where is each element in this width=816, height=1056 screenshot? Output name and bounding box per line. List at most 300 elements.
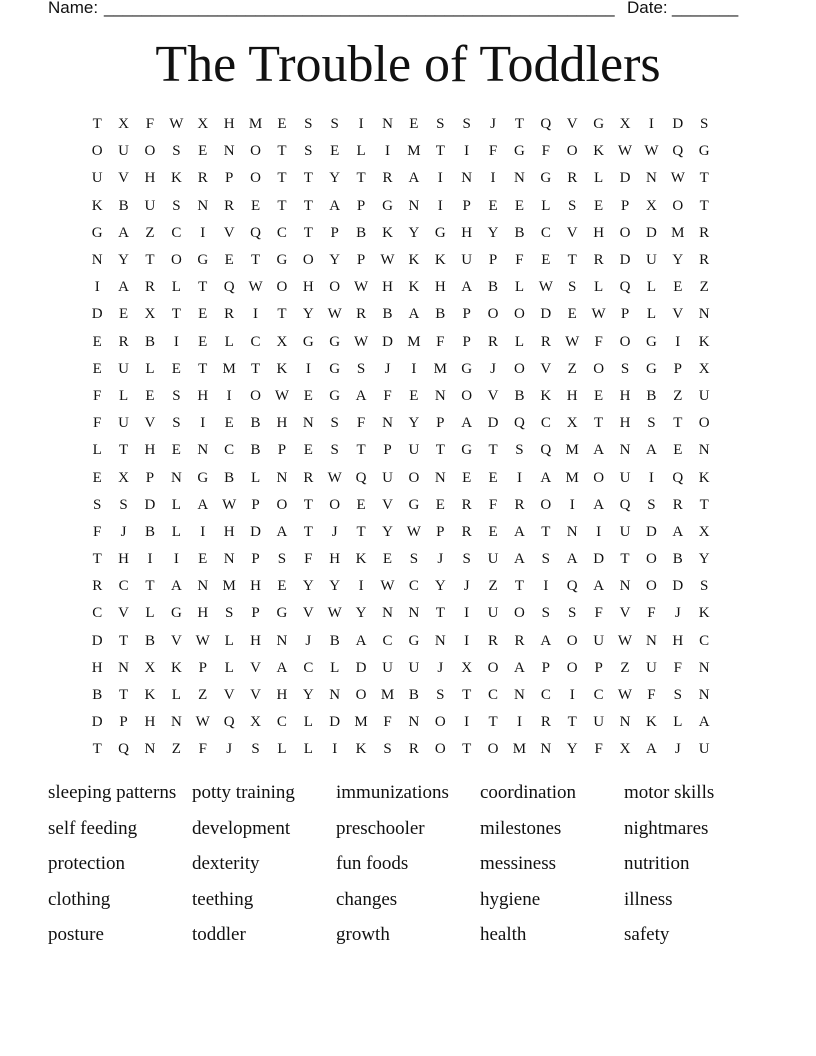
grid-cell[interactable]: T (303, 224, 313, 241)
grid-cell[interactable]: H (197, 605, 209, 622)
grid-cell[interactable]: H (461, 224, 473, 241)
grid-cell[interactable]: P (462, 197, 471, 214)
grid-cell[interactable]: G (197, 252, 209, 269)
grid-cell[interactable]: E (488, 197, 498, 214)
grid-cell[interactable]: P (277, 442, 287, 459)
grid-cell[interactable]: P (356, 197, 366, 214)
grid-cell[interactable]: O (250, 387, 261, 404)
grid-cell[interactable]: E (409, 116, 419, 133)
grid-cell[interactable]: C (276, 714, 287, 731)
grid-cell[interactable]: H (250, 632, 261, 649)
grid-cell[interactable]: S (568, 279, 577, 296)
date-field-line[interactable]: _______ (672, 0, 739, 17)
grid-cell[interactable]: G (645, 360, 657, 377)
grid-cell[interactable]: W (327, 306, 342, 323)
grid-cell[interactable]: U (118, 360, 129, 377)
grid-cell[interactable]: J (305, 632, 312, 649)
grid-cell[interactable]: V (382, 496, 393, 513)
grid-cell[interactable]: I (516, 469, 522, 486)
grid-cell[interactable]: D (91, 306, 103, 323)
grid-cell[interactable]: A (672, 523, 684, 540)
grid-cell[interactable]: U (461, 252, 473, 269)
grid-cell[interactable]: T (514, 116, 525, 133)
grid-cell[interactable]: H (276, 415, 288, 432)
grid-cell[interactable]: E (488, 523, 498, 540)
grid-cell[interactable]: U (487, 551, 499, 568)
grid-cell[interactable]: N (566, 523, 578, 540)
grid-cell[interactable]: P (594, 659, 603, 676)
grid-cell[interactable]: B (250, 415, 261, 432)
grid-cell[interactable]: U (619, 469, 631, 486)
grid-cell[interactable]: S (119, 496, 128, 513)
grid-cell[interactable]: T (303, 170, 313, 187)
grid-cell[interactable]: F (541, 143, 550, 160)
grid-cell[interactable]: L (541, 197, 551, 214)
grid-cell[interactable]: T (356, 170, 366, 187)
grid-cell[interactable]: T (541, 523, 551, 540)
grid-cell[interactable]: K (540, 387, 552, 404)
grid-cell[interactable]: J (674, 741, 681, 758)
grid-cell[interactable]: T (171, 306, 181, 323)
grid-cell[interactable]: T (198, 279, 208, 296)
grid-cell[interactable]: N (434, 387, 446, 404)
grid-cell[interactable]: O (250, 170, 261, 187)
grid-cell[interactable]: E (198, 333, 208, 350)
grid-cell[interactable]: T (303, 523, 313, 540)
grid-cell[interactable]: H (566, 387, 578, 404)
grid-cell[interactable]: C (408, 578, 419, 595)
grid-cell[interactable]: O (487, 659, 499, 676)
grid-cell[interactable]: I (358, 116, 364, 133)
grid-cell[interactable]: N (698, 659, 710, 676)
grid-cell[interactable]: O (144, 143, 156, 160)
grid-cell[interactable]: E (171, 360, 181, 377)
grid-cell[interactable]: A (197, 496, 209, 513)
grid-cell[interactable]: D (329, 714, 341, 731)
grid-cell[interactable]: O (645, 578, 657, 595)
grid-cell[interactable]: A (514, 659, 525, 676)
grid-cell[interactable]: B (92, 687, 103, 704)
grid-cell[interactable]: V (672, 306, 684, 323)
grid-cell[interactable]: G (329, 387, 341, 404)
grid-cell[interactable]: E (567, 306, 577, 323)
grid-cell[interactable]: T (620, 551, 630, 568)
grid-cell[interactable]: S (515, 442, 524, 459)
grid-cell[interactable]: L (224, 632, 234, 649)
grid-cell[interactable]: K (408, 279, 420, 296)
grid-cell[interactable]: D (144, 496, 156, 513)
grid-cell[interactable]: H (593, 224, 605, 241)
grid-cell[interactable]: B (250, 442, 261, 459)
grid-cell[interactable]: Y (329, 170, 341, 187)
grid-cell[interactable]: F (145, 116, 155, 133)
grid-cell[interactable]: X (250, 714, 261, 731)
grid-cell[interactable]: X (118, 116, 129, 133)
grid-cell[interactable]: W (380, 252, 395, 269)
grid-cell[interactable]: L (119, 387, 129, 404)
grid-cell[interactable]: V (250, 659, 261, 676)
grid-cell[interactable]: O (355, 687, 367, 704)
grid-cell[interactable]: E (435, 496, 445, 513)
grid-cell[interactable]: C (276, 224, 287, 241)
grid-cell[interactable]: B (514, 224, 525, 241)
grid-cell[interactable]: O (593, 360, 605, 377)
grid-cell[interactable]: T (435, 143, 445, 160)
grid-cell[interactable]: I (200, 224, 206, 241)
grid-cell[interactable]: H (144, 442, 156, 459)
grid-cell[interactable]: N (223, 143, 235, 160)
grid-cell[interactable]: S (436, 687, 445, 704)
grid-cell[interactable]: E (198, 306, 208, 323)
grid-cell[interactable]: K (408, 252, 420, 269)
grid-cell[interactable]: Q (672, 469, 684, 486)
grid-cell[interactable]: Q (355, 469, 367, 486)
grid-cell[interactable]: L (145, 360, 155, 377)
grid-cell[interactable]: R (593, 252, 604, 269)
grid-cell[interactable]: I (332, 741, 338, 758)
grid-cell[interactable]: N (276, 632, 288, 649)
grid-cell[interactable]: C (382, 632, 393, 649)
grid-cell[interactable]: V (170, 632, 182, 649)
grid-cell[interactable]: O (619, 224, 631, 241)
grid-cell[interactable]: L (646, 306, 656, 323)
grid-cell[interactable]: E (119, 306, 129, 323)
grid-cell[interactable]: C (540, 224, 551, 241)
grid-cell[interactable]: I (464, 714, 470, 731)
grid-cell[interactable]: K (698, 333, 710, 350)
grid-cell[interactable]: B (356, 224, 367, 241)
grid-cell[interactable]: O (566, 659, 578, 676)
grid-cell[interactable]: F (488, 143, 498, 160)
grid-cell[interactable]: Y (302, 687, 314, 704)
grid-cell[interactable]: G (540, 170, 552, 187)
grid-cell[interactable]: A (461, 279, 473, 296)
grid-cell[interactable]: A (593, 442, 605, 459)
grid-cell[interactable]: N (645, 170, 657, 187)
grid-cell[interactable]: H (619, 415, 631, 432)
grid-cell[interactable]: V (250, 687, 261, 704)
grid-cell[interactable]: H (434, 279, 446, 296)
grid-cell[interactable]: S (647, 496, 656, 513)
grid-cell[interactable]: S (224, 605, 234, 622)
grid-cell[interactable]: R (699, 224, 710, 241)
grid-cell[interactable]: T (594, 415, 604, 432)
grid-cell[interactable]: F (198, 741, 207, 758)
grid-cell[interactable]: Q (566, 578, 578, 595)
grid-cell[interactable]: N (197, 442, 209, 459)
grid-cell[interactable]: U (645, 252, 657, 269)
grid-cell[interactable]: L (92, 442, 102, 459)
grid-cell[interactable]: N (382, 116, 393, 133)
grid-cell[interactable]: I (437, 197, 443, 214)
grid-cell[interactable]: I (94, 279, 100, 296)
grid-cell[interactable]: N (408, 714, 420, 731)
grid-cell[interactable]: D (355, 659, 367, 676)
grid-cell[interactable]: X (144, 659, 156, 676)
grid-cell[interactable]: T (462, 687, 472, 704)
grid-cell[interactable]: O (698, 415, 710, 432)
grid-cell[interactable]: O (434, 741, 446, 758)
grid-cell[interactable]: D (619, 170, 631, 187)
grid-cell[interactable]: L (646, 279, 656, 296)
grid-cell[interactable]: T (250, 252, 261, 269)
grid-cell[interactable]: T (356, 523, 366, 540)
grid-cell[interactable]: G (408, 632, 420, 649)
grid-cell[interactable]: U (698, 741, 710, 758)
grid-cell[interactable]: N (434, 632, 446, 649)
grid-cell[interactable]: N (170, 469, 182, 486)
grid-cell[interactable]: Z (145, 224, 155, 241)
grid-cell[interactable]: A (355, 387, 367, 404)
grid-cell[interactable]: G (276, 252, 288, 269)
grid-cell[interactable]: S (172, 197, 181, 214)
grid-cell[interactable]: K (434, 252, 446, 269)
grid-cell[interactable]: G (593, 116, 605, 133)
grid-cell[interactable]: I (200, 415, 206, 432)
grid-cell[interactable]: D (91, 632, 103, 649)
grid-cell[interactable]: I (305, 360, 311, 377)
grid-cell[interactable]: W (274, 387, 290, 404)
grid-cell[interactable]: E (594, 387, 604, 404)
grid-cell[interactable]: U (118, 415, 129, 432)
grid-cell[interactable]: P (620, 197, 630, 214)
grid-cell[interactable]: B (144, 333, 155, 350)
grid-cell[interactable]: D (540, 306, 552, 323)
grid-cell[interactable]: Q (540, 116, 552, 133)
grid-cell[interactable]: Y (408, 224, 420, 241)
grid-cell[interactable]: Q (514, 415, 525, 432)
grid-cell[interactable]: G (408, 496, 420, 513)
grid-cell[interactable]: I (490, 170, 496, 187)
grid-cell[interactable]: S (409, 551, 419, 568)
grid-cell[interactable]: N (698, 442, 710, 459)
grid-cell[interactable]: T (699, 496, 709, 513)
grid-cell[interactable]: N (461, 170, 473, 187)
grid-cell[interactable]: G (197, 469, 209, 486)
grid-cell[interactable]: Q (118, 741, 129, 758)
grid-cell[interactable]: E (594, 197, 604, 214)
grid-cell[interactable]: Z (171, 741, 181, 758)
grid-cell[interactable]: A (355, 632, 367, 649)
grid-cell[interactable]: R (356, 306, 367, 323)
grid-cell[interactable]: S (541, 551, 550, 568)
grid-cell[interactable]: E (409, 387, 419, 404)
grid-cell[interactable]: A (514, 523, 525, 540)
grid-cell[interactable]: T (435, 605, 445, 622)
grid-cell[interactable]: C (92, 605, 103, 622)
grid-cell[interactable]: P (145, 469, 155, 486)
grid-cell[interactable]: Y (302, 306, 314, 323)
grid-cell[interactable]: I (648, 116, 654, 133)
grid-cell[interactable]: T (567, 252, 577, 269)
grid-cell[interactable]: P (251, 605, 260, 622)
grid-cell[interactable]: Y (355, 605, 367, 622)
grid-cell[interactable]: E (488, 469, 498, 486)
grid-cell[interactable]: H (91, 659, 103, 676)
grid-cell[interactable]: D (645, 224, 657, 241)
grid-cell[interactable]: P (330, 224, 339, 241)
grid-cell[interactable]: N (197, 578, 209, 595)
grid-cell[interactable]: I (464, 605, 470, 622)
grid-cell[interactable]: A (276, 523, 288, 540)
grid-cell[interactable]: X (461, 659, 473, 676)
grid-cell[interactable]: U (408, 659, 420, 676)
grid-cell[interactable]: B (382, 306, 393, 323)
grid-cell[interactable]: H (197, 387, 209, 404)
grid-cell[interactable]: S (277, 551, 287, 568)
grid-cell[interactable]: T (277, 143, 287, 160)
grid-cell[interactable]: K (698, 469, 710, 486)
grid-cell[interactable]: T (198, 360, 208, 377)
grid-cell[interactable]: I (569, 687, 575, 704)
grid-cell[interactable]: K (355, 551, 367, 568)
grid-cell[interactable]: V (118, 170, 129, 187)
grid-cell[interactable]: M (565, 469, 579, 486)
grid-cell[interactable]: Z (488, 578, 498, 595)
grid-cell[interactable]: N (540, 741, 552, 758)
grid-cell[interactable]: E (462, 469, 472, 486)
grid-cell[interactable]: Y (408, 415, 420, 432)
grid-cell[interactable]: S (251, 741, 260, 758)
grid-cell[interactable]: G (329, 333, 341, 350)
grid-cell[interactable]: E (541, 252, 551, 269)
grid-cell[interactable]: E (356, 496, 366, 513)
grid-cell[interactable]: P (436, 415, 445, 432)
grid-cell[interactable]: A (118, 224, 129, 241)
grid-cell[interactable]: P (488, 252, 498, 269)
grid-cell[interactable]: E (224, 415, 234, 432)
grid-cell[interactable]: H (223, 523, 235, 540)
grid-cell[interactable]: S (436, 116, 445, 133)
grid-cell[interactable]: R (540, 333, 551, 350)
grid-cell[interactable]: M (407, 143, 421, 160)
grid-cell[interactable]: M (354, 714, 368, 731)
grid-cell[interactable]: N (434, 469, 446, 486)
grid-cell[interactable]: T (119, 442, 129, 459)
grid-cell[interactable]: S (700, 578, 709, 595)
grid-cell[interactable]: A (645, 741, 657, 758)
grid-cell[interactable]: I (384, 143, 390, 160)
grid-cell[interactable]: E (514, 197, 525, 214)
grid-cell[interactable]: M (407, 333, 421, 350)
grid-cell[interactable]: J (490, 360, 496, 377)
grid-cell[interactable]: T (488, 714, 498, 731)
grid-cell[interactable]: U (118, 143, 129, 160)
grid-cell[interactable]: E (145, 387, 155, 404)
grid-cell[interactable]: R (197, 170, 208, 187)
grid-cell[interactable]: O (276, 496, 288, 513)
grid-cell[interactable]: F (594, 605, 603, 622)
grid-cell[interactable]: Y (698, 551, 710, 568)
grid-cell[interactable]: I (411, 360, 417, 377)
grid-cell[interactable]: X (619, 741, 631, 758)
grid-cell[interactable]: O (408, 469, 420, 486)
grid-cell[interactable]: O (645, 551, 657, 568)
grid-cell[interactable]: U (144, 197, 156, 214)
grid-cell[interactable]: A (593, 496, 605, 513)
grid-cell[interactable]: E (224, 252, 234, 269)
grid-cell[interactable]: P (356, 252, 366, 269)
grid-cell[interactable]: C (488, 687, 499, 704)
grid-cell[interactable]: M (248, 116, 263, 133)
grid-cell[interactable]: M (380, 687, 395, 704)
grid-cell[interactable]: Z (620, 659, 630, 676)
grid-cell[interactable]: T (699, 197, 709, 214)
grid-cell[interactable]: I (200, 523, 206, 540)
grid-cell[interactable]: T (92, 551, 102, 568)
grid-cell[interactable]: W (222, 496, 237, 513)
grid-cell[interactable]: L (594, 279, 604, 296)
grid-cell[interactable]: E (382, 551, 393, 568)
grid-cell[interactable]: J (120, 523, 127, 540)
grid-cell[interactable]: F (515, 252, 524, 269)
grid-cell[interactable]: D (672, 116, 684, 133)
grid-cell[interactable]: S (647, 415, 656, 432)
grid-cell[interactable]: B (144, 523, 155, 540)
grid-cell[interactable]: W (617, 632, 633, 649)
grid-cell[interactable]: Y (382, 523, 393, 540)
grid-cell[interactable]: M (565, 442, 579, 459)
grid-cell[interactable]: F (436, 333, 445, 350)
grid-cell[interactable]: X (118, 469, 129, 486)
grid-cell[interactable]: N (619, 714, 631, 731)
grid-cell[interactable]: R (408, 741, 419, 758)
grid-cell[interactable]: W (670, 170, 685, 187)
grid-cell[interactable]: K (355, 741, 367, 758)
grid-cell[interactable]: S (93, 496, 102, 513)
grid-cell[interactable]: Y (118, 252, 129, 269)
grid-cell[interactable]: R (488, 632, 499, 649)
grid-cell[interactable]: F (594, 741, 603, 758)
grid-cell[interactable]: N (619, 578, 631, 595)
grid-cell[interactable]: A (540, 469, 552, 486)
grid-cell[interactable]: U (91, 170, 103, 187)
grid-cell[interactable]: K (645, 714, 657, 731)
grid-cell[interactable]: G (645, 333, 657, 350)
grid-cell[interactable]: P (198, 659, 207, 676)
grid-cell[interactable]: H (144, 714, 156, 731)
grid-cell[interactable]: E (303, 387, 313, 404)
grid-cell[interactable]: Q (619, 496, 631, 513)
grid-cell[interactable]: G (91, 224, 103, 241)
grid-cell[interactable]: K (276, 360, 288, 377)
grid-cell[interactable]: B (144, 632, 155, 649)
grid-cell[interactable]: N (514, 170, 525, 187)
grid-cell[interactable]: U (408, 442, 420, 459)
grid-cell[interactable]: G (514, 143, 525, 160)
grid-cell[interactable]: Y (566, 741, 578, 758)
grid-cell[interactable]: M (222, 578, 236, 595)
grid-cell[interactable]: Q (223, 279, 235, 296)
grid-cell[interactable]: Y (329, 252, 341, 269)
grid-cell[interactable]: R (567, 170, 578, 187)
grid-cell[interactable]: U (487, 605, 499, 622)
grid-cell[interactable]: E (673, 279, 683, 296)
grid-cell[interactable]: C (540, 415, 551, 432)
grid-cell[interactable]: E (92, 360, 102, 377)
grid-cell[interactable]: F (93, 523, 102, 540)
grid-cell[interactable]: Z (699, 279, 709, 296)
grid-cell[interactable]: T (356, 442, 366, 459)
grid-cell[interactable]: V (619, 605, 631, 622)
grid-cell[interactable]: Z (198, 687, 208, 704)
grid-cell[interactable]: C (593, 687, 604, 704)
grid-cell[interactable]: I (569, 496, 575, 513)
grid-cell[interactable]: P (620, 306, 630, 323)
grid-cell[interactable]: N (382, 415, 393, 432)
grid-cell[interactable]: S (330, 442, 339, 459)
grid-cell[interactable]: R (382, 170, 393, 187)
